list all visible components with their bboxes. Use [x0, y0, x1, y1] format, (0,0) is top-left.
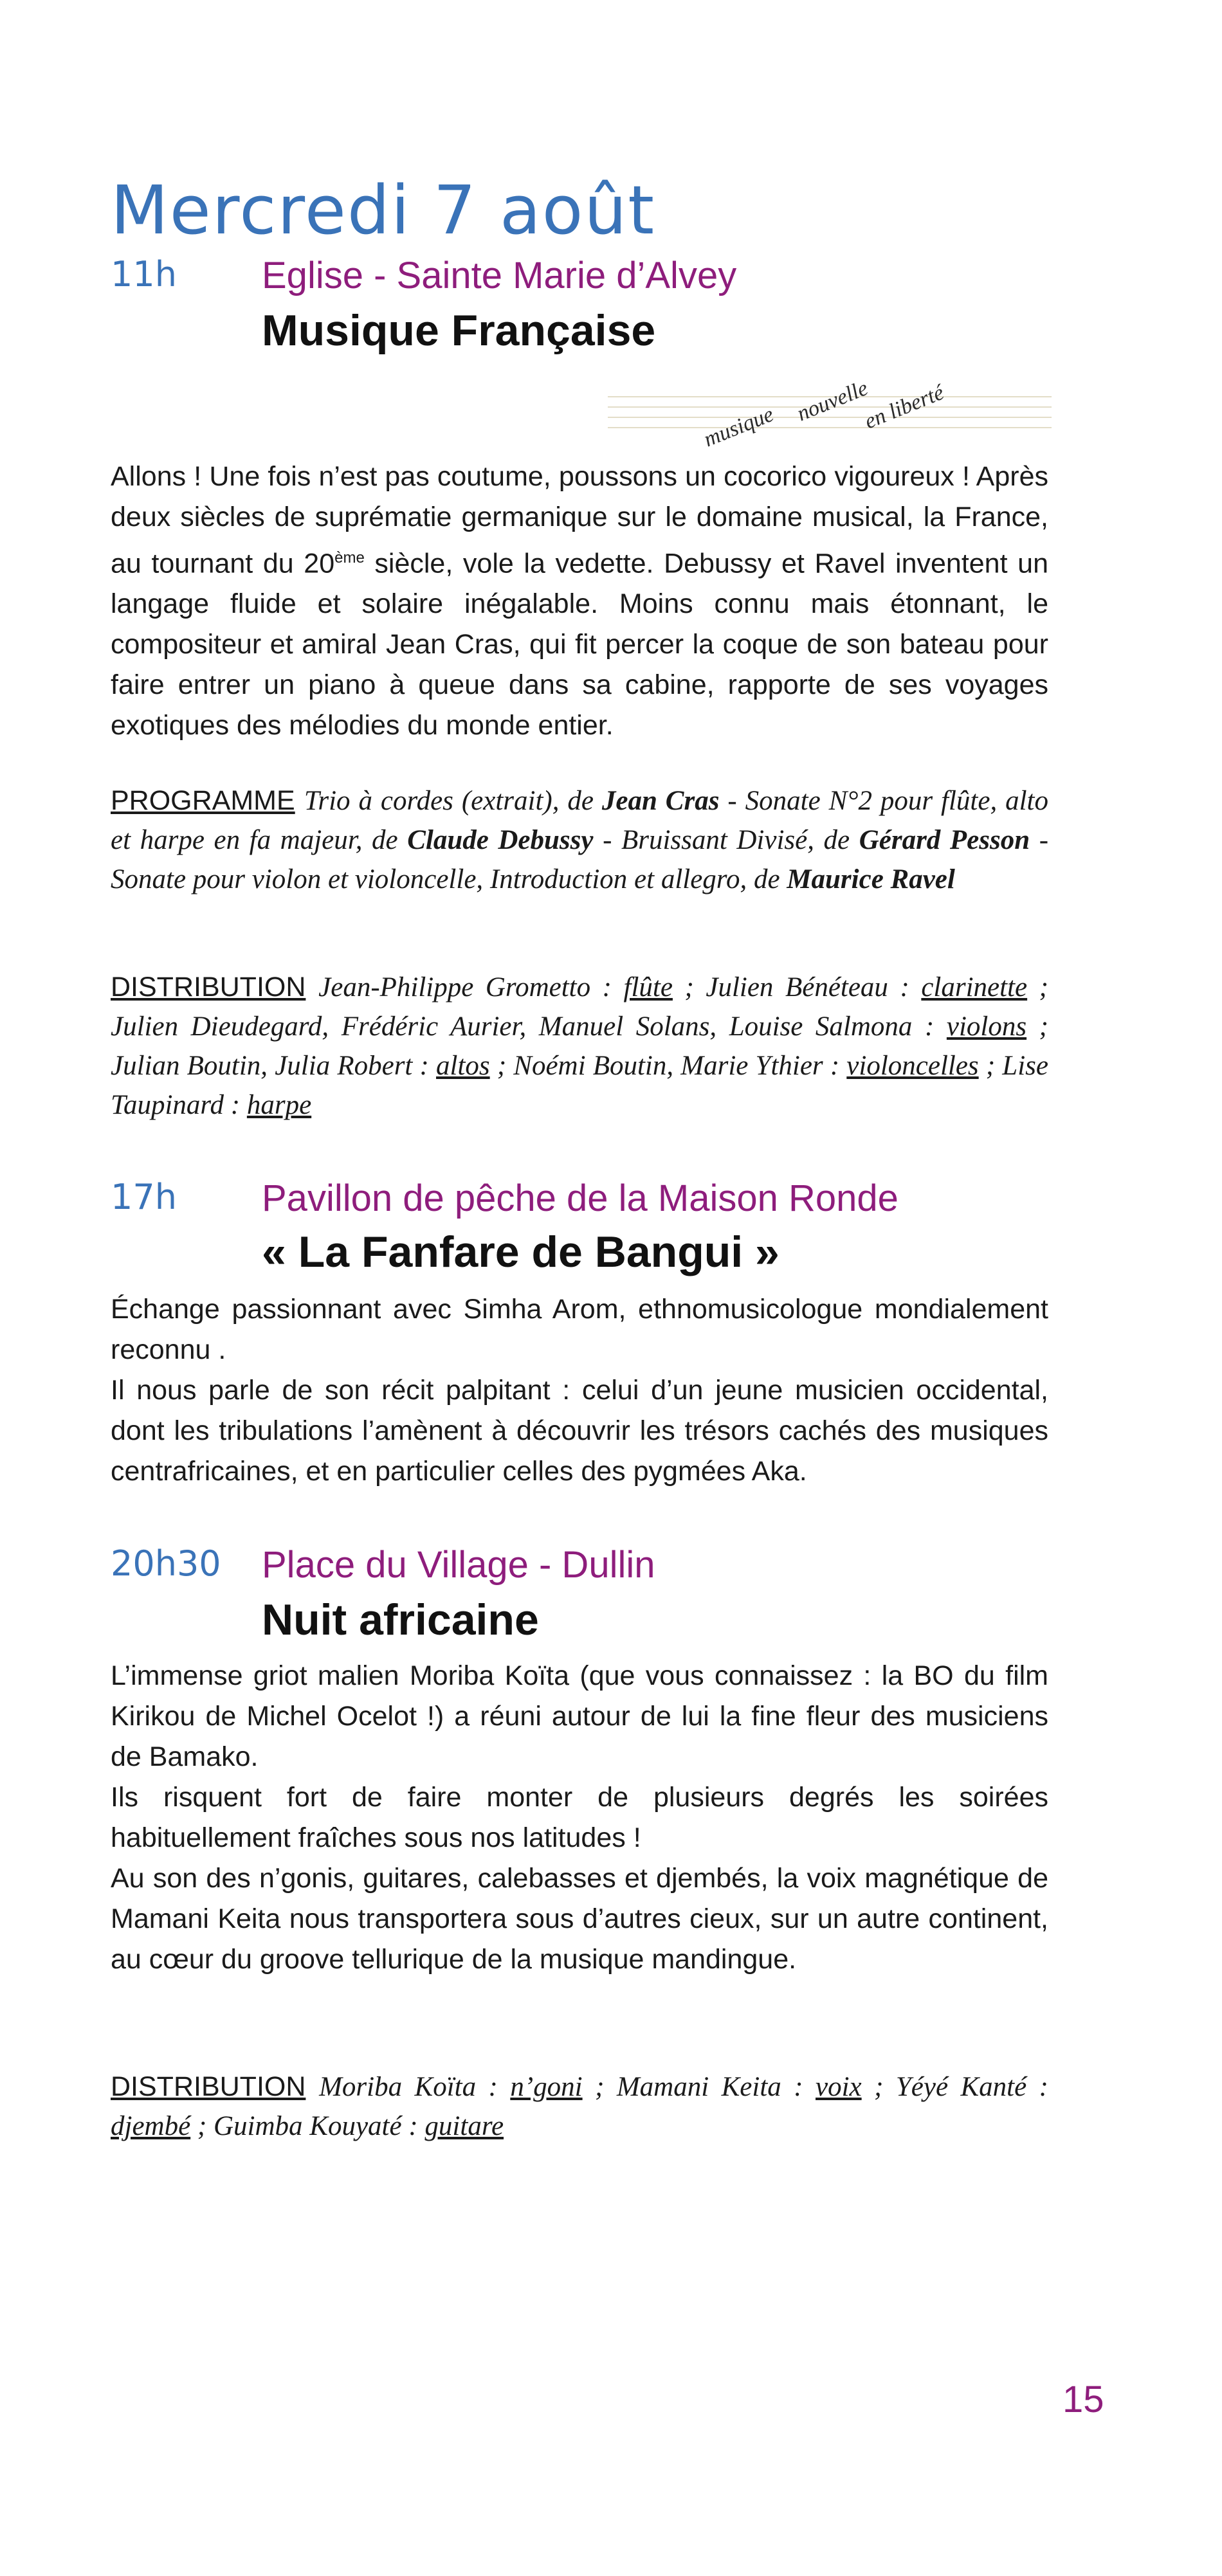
- event-time: 17h: [111, 1177, 177, 1217]
- logo-word: musique: [700, 402, 778, 452]
- instrument: djembé: [111, 2111, 191, 2141]
- event-title: Musique Française: [262, 306, 656, 355]
- instrument: altos: [436, 1051, 490, 1081]
- composer: Jean Cras: [601, 786, 720, 816]
- description-paragraph: Allons ! Une fois n’est pas coutume, poussons un cocorico vigoureux ! Après deux siècles de suprématie germanique sur le domaine musical, la France, au tournant du 20ème siècle, vole la vedette. Debussy et Ravel inventent un langage fluide et solaire inégalable. Moins connu mais étonnant, le compositeur et amiral Jean Cras, qui fit percer la coque de son bateau pour faire entrer un piano à queue dans sa cabine, rapporte de ses voyages exotiques des mélodies du monde entier.: [111, 461, 1048, 741]
- instrument: harpe: [246, 1090, 312, 1120]
- composer: Claude Debussy: [407, 825, 594, 855]
- page-number: 15: [1062, 2379, 1104, 2420]
- instrument: violons: [946, 1011, 1027, 1042]
- description-paragraph: Il nous parle de son récit palpitant : celui d’un jeune musicien occidental, dont les tribulations l’amènent à découvrir les trésors cachés des musiques centrafricaines, et en particulier celles des pygmées Aka.: [111, 1375, 1048, 1487]
- logo-word: nouvelle: [794, 376, 871, 426]
- instrument: flûte: [623, 972, 673, 1002]
- instrument: clarinette: [921, 972, 1028, 1002]
- instrument: guitare: [424, 2111, 504, 2141]
- programme: PROGRAMME Trio à cordes (extrait), de Jean Cras - Sonate N°2 pour flûte, alto et harpe en fa majeur, de Claude Debussy - Bruissant Divisé, de Gérard Pesson - Sonate pour violon et violoncelle, Introduction et allegro, de Maurice Ravel: [111, 785, 1049, 894]
- instrument: violoncelles: [846, 1051, 979, 1081]
- event-venue: Place du Village - Dullin: [262, 1544, 655, 1586]
- description-paragraph: Échange passionnant avec Simha Arom, ethnomusicologue mondialement reconnu .: [111, 1294, 1048, 1365]
- event-time: 11h: [111, 254, 177, 295]
- event-description: [111, 457, 1048, 746]
- event-venue: Pavillon de pêche de la Maison Ronde: [262, 1177, 898, 1219]
- composer: Maurice Ravel: [787, 864, 955, 894]
- distribution-label: DISTRIBUTION: [111, 2071, 306, 2102]
- page-title: Mercredi 7 août: [111, 170, 656, 249]
- event-title: Nuit africaine: [262, 1595, 539, 1644]
- event-20h30: [111, 1543, 1048, 2161]
- event-description: [111, 1289, 1048, 1492]
- event-time: 20h30: [111, 1543, 221, 1584]
- instrument: n’goni: [510, 2072, 583, 2102]
- programme-label: PROGRAMME: [111, 785, 295, 816]
- distribution: DISTRIBUTION Jean-Philippe Grometto : flûte ; Julien Bénéteau : clarinette ; Julien Dieudegard, Frédéric Aurier, Manuel Solans, Louise Salmona : violons ; Julian Boutin, Julia Robert : altos ; Noémi Boutin, Marie Ythier : violoncelles ; Lise Taupinard : harpe: [111, 972, 1048, 1120]
- description-paragraph: Ils risquent fort de faire monter de plusieurs degrés les soirées habituellement fraîches sous nos latitudes !: [111, 1782, 1048, 1853]
- event-description: [111, 1656, 1048, 1980]
- event-venue: Eglise - Sainte Marie d’Alvey: [262, 255, 737, 296]
- instrument: voix: [816, 2072, 862, 2102]
- description-paragraph: Au son des n’gonis, guitares, calebasses et djembés, la voix magnétique de Mamani Keita nous transportera sous d’autres cieux, sur un autre continent, au cœur du groove tellurique de la musique mandingue.: [111, 1863, 1048, 1975]
- distribution-label: DISTRIBUTION: [111, 972, 306, 1002]
- description-paragraph: L’immense griot malien Moriba Koïta (que vous connaissez : la BO du film Kirikou de Michel Ocelot !) a réuni autour de lui la fine fleur des musiciens de Bamako.: [111, 1660, 1048, 1772]
- logo-word: en liberté: [861, 380, 947, 434]
- musique-nouvelle-logo: [608, 357, 1052, 460]
- distribution: DISTRIBUTION Moriba Koïta : n’goni ; Mamani Keita : voix ; Yéyé Kanté : djembé ; Guimba Kouyaté : guitare: [111, 2071, 1048, 2141]
- event-title: « La Fanfare de Bangui »: [262, 1228, 780, 1276]
- event-17h: [111, 1177, 1048, 1498]
- composer: Gérard Pesson: [859, 825, 1030, 855]
